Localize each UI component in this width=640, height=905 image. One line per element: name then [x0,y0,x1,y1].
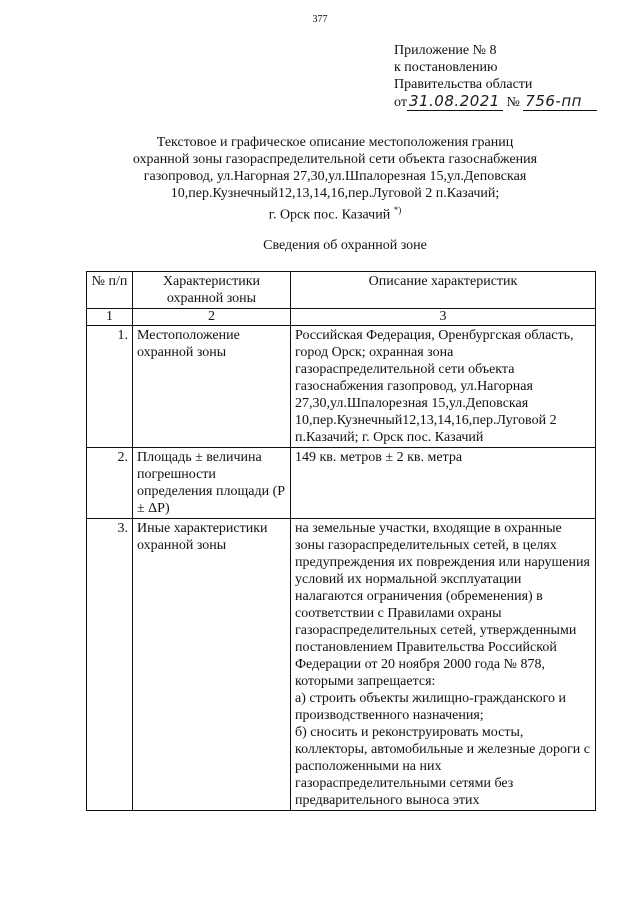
appendix-line-1: Приложение № 8 [394,43,497,58]
handwritten-date: 31.08.2021 [407,93,503,111]
appendix-date-line [394,93,597,111]
table-row [87,326,596,448]
header-number: № п/п [87,272,133,309]
column-number-row [87,309,596,326]
column-number: 2 [133,309,291,326]
row-description [291,519,596,811]
column-number: 1 [87,309,133,326]
row-description: 149 кв. метров ± 2 кв. метра [291,448,596,519]
title-line-2: охранной зоны газораспределительной сети объекта газоснабжения [132,152,538,167]
table-row [87,519,596,811]
row-number: 3. [87,519,133,811]
from-prefix: от [394,95,407,110]
restriction-item-a: а) строить объекты жилищно-гражданского и производственного назначения; [295,691,566,723]
row-description: Российская Федерация, Оренбургская область, город Орск; охранная зона газораспределительной сети объекта газоснабжения газопровод, ул.Нагорная 27,30,ул.Шпалорезная 15,ул.Деповская 10,пер.Кузнечный12,13,14,16,пер.Луговой 2 п.Казачий; г. Орск пос. Казачий [291,326,596,448]
title-line-4: 10,пер.Кузнечный12,13,14,16,пер.Луговой 2 п.Казачий; [170,186,500,201]
header-description: Описание характеристик [291,272,596,309]
page-number: 377 [312,14,328,25]
appendix-line-3: Правительства области [394,77,533,92]
document-title [100,134,570,224]
header-characteristics: Характеристики охранной зоны [133,272,291,309]
row-number: 1. [87,326,133,448]
table-header-row [87,272,596,309]
protection-zone-table [86,271,596,811]
appendix-line-2: к постановлению [394,60,498,75]
table-row [87,448,596,519]
row-characteristic: Местоположение охранной зоны [133,326,291,448]
handwritten-number: 756-пп [523,93,597,111]
row-characteristic: Площадь ± величина погрешности определения площади (Р ± ΔР) [133,448,291,519]
restriction-item-b: б) сносить и реконструировать мосты, коллекторы, автомобильные и железные дороги с расположенными на них газораспределительными сетями без предварительного выноса этих [295,725,590,808]
title-line-5 [100,202,570,224]
row-number: 2. [87,448,133,519]
column-number: 3 [291,309,596,326]
footnote-mark: *) [393,205,402,215]
appendix-block [394,42,597,111]
section-subtitle: Сведения об охранной зоне [263,238,427,253]
title-line-1: Текстовое и графическое описание местоположения границ [156,135,514,150]
title-line-5-text: г. Орск пос. Казачий [268,207,391,223]
number-sign: № [506,95,520,110]
row-characteristic: Иные характеристики охранной зоны [133,519,291,811]
restrictions-intro: на земельные участки, входящие в охранные зоны газораспределительных сетей, в целях предупреждения их повреждения или нарушения условий их нормальной эксплуатации налагаются ограничения (обременения) в соответствии с Правилами охраны газораспределительных сетей, утвержденными постановлением Правительства Российской Федерации от 20 ноября 2000 года № 878, которыми запрещается: [295,521,590,689]
title-line-3: газопровод, ул.Нагорная 27,30,ул.Шпалорезная 15,ул.Деповская [143,169,527,184]
